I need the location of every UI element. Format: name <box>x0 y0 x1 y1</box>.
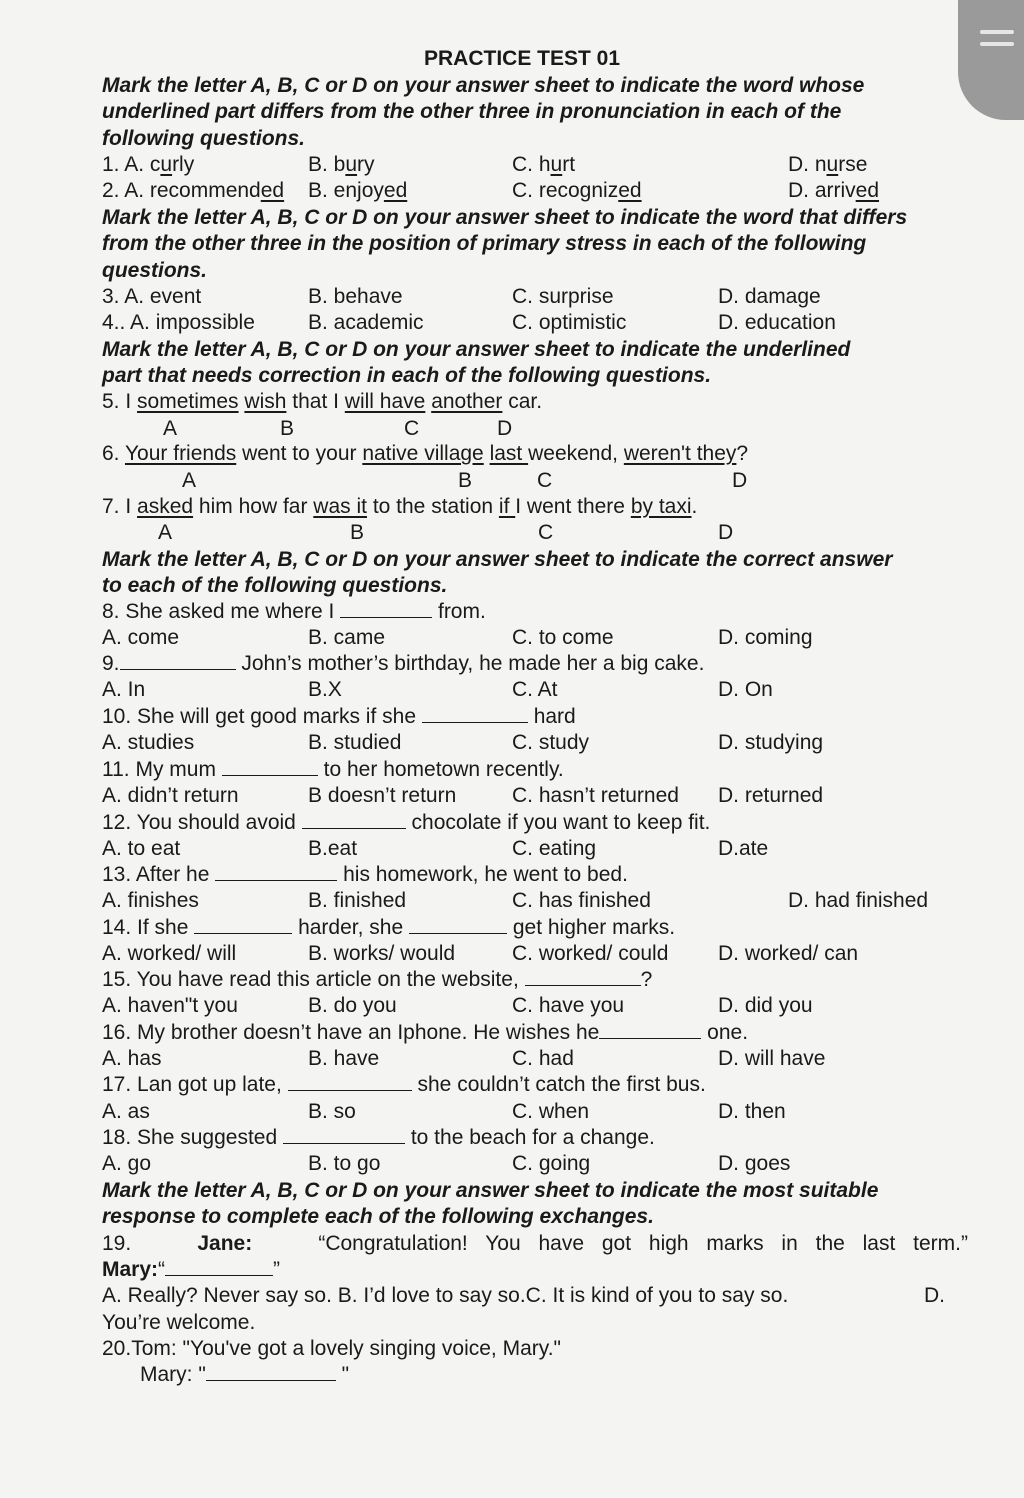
q15-option-b: B. do you <box>308 994 397 1017</box>
q18-option-b: B. to go <box>308 1152 381 1175</box>
tab-grip-line <box>980 42 1014 46</box>
answer-blank <box>194 915 292 934</box>
answer-blank <box>206 1362 336 1381</box>
q4-option-d: D. education <box>718 311 836 334</box>
q11-option-d: D. returned <box>718 784 824 807</box>
q12-option-c: C. eating <box>512 837 597 860</box>
q8-option-b: B. came <box>308 626 386 649</box>
page-scroll-tab[interactable] <box>958 0 1024 120</box>
q10-stem: 10. She will get good marks if she hard <box>102 705 576 728</box>
q13-option-b: B. finished <box>308 889 407 912</box>
instruction-line: Mark the letter A, B, C or D on your answer sheet to indicate the word whose <box>102 74 865 97</box>
q15-option-a: A. haven"t you <box>102 994 238 1017</box>
instruction-line: Mark the letter A, B, C or D on your answer sheet to indicate the word that differs <box>102 206 908 229</box>
q3-option-d: D. damage <box>718 285 821 308</box>
q19-option-d: You’re welcome. <box>102 1311 256 1334</box>
q4-option-a: 4.. A. impossible <box>102 311 255 334</box>
q2-option-c: C. recognized <box>512 179 642 202</box>
q5-label-d: D <box>497 417 513 440</box>
q12-option-d: D.ate <box>718 837 769 860</box>
q10-option-a: A. studies <box>102 731 195 754</box>
q10-option-c: C. study <box>512 731 590 754</box>
page-title: PRACTICE TEST 01 <box>424 47 621 70</box>
instruction-line: part that needs correction in each of the following questions. <box>102 364 712 387</box>
q18-stem: 18. She suggested to the beach for a change. <box>102 1126 655 1149</box>
q14-option-d: D. worked/ can <box>718 942 859 965</box>
q15-stem: 15. You have read this article on the website, ? <box>102 968 653 991</box>
q3-option-b: B. behave <box>308 285 403 308</box>
answer-blank <box>525 967 641 986</box>
q9-stem: 9. John’s mother’s birthday, he made her a big cake. <box>102 652 705 675</box>
answer-blank <box>302 810 406 829</box>
answer-blank <box>340 599 432 618</box>
q13-option-d: D. had finished <box>788 889 929 912</box>
q6-label-a: A <box>182 469 197 492</box>
q16-option-d: D. will have <box>718 1047 826 1070</box>
q12-stem: 12. You should avoid chocolate if you want to keep fit. <box>102 811 711 834</box>
q6-label-d: D <box>732 469 748 492</box>
q3-option-c: C. surprise <box>512 285 614 308</box>
answer-blank <box>283 1125 405 1144</box>
q7-label-b: B <box>350 521 365 544</box>
q15-option-c: C. have you <box>512 994 625 1017</box>
q5-label-b: B <box>280 417 295 440</box>
q5-label-c: C <box>404 417 420 440</box>
answer-blank <box>599 1020 701 1039</box>
q19-option-d-letter: D. <box>924 1284 945 1307</box>
q2-option-b: B. enjoyed <box>308 179 408 202</box>
q19-options: A. Really? Never say so. B. I’d love to say so.C. It is kind of you to say so. <box>102 1284 789 1307</box>
q17-stem: 17. Lan got up late, she couldn’t catch the first bus. <box>102 1073 706 1096</box>
tab-grip-line <box>980 30 1014 34</box>
q9-option-d: D. On <box>718 678 773 701</box>
answer-blank <box>165 1257 273 1276</box>
q18-option-d: D. goes <box>718 1152 791 1175</box>
q15-option-d: D. did you <box>718 994 813 1017</box>
q17-option-d: D. then <box>718 1100 786 1123</box>
q13-stem: 13. After he his homework, he went to bed. <box>102 863 628 886</box>
answer-blank <box>422 704 528 723</box>
q13-option-a: A. finishes <box>102 889 199 912</box>
answer-blank <box>215 862 337 881</box>
q13-option-c: C. has finished <box>512 889 651 912</box>
q1-option-a: 1. A. curly <box>102 153 195 176</box>
q16-option-c: C. had <box>512 1047 574 1070</box>
q9-option-c: C. At <box>512 678 558 701</box>
q10-option-b: B. studied <box>308 731 402 754</box>
answer-blank <box>288 1072 412 1091</box>
answer-blank <box>222 757 318 776</box>
q19-prompt: 19. Jane: “Congratulation! You have got high marks in the last term.” <box>102 1232 968 1255</box>
q11-stem: 11. My mum to her hometown recently. <box>102 758 564 781</box>
q5-sentence: 5. I sometimes wish that I will have another car. <box>102 390 543 413</box>
answer-blank <box>409 915 507 934</box>
q18-option-c: C. going <box>512 1152 591 1175</box>
q7-label-a: A <box>158 521 173 544</box>
q1-option-d: D. nurse <box>788 153 868 176</box>
q7-label-d: D <box>718 521 734 544</box>
answer-blank <box>120 651 236 670</box>
q16-option-b: B. have <box>308 1047 380 1070</box>
q3-option-a: 3. A. event <box>102 285 202 308</box>
q17-option-b: B. so <box>308 1100 356 1123</box>
q10-option-d: D. studying <box>718 731 824 754</box>
q8-option-c: C. to come <box>512 626 614 649</box>
instruction-line: questions. <box>102 259 208 282</box>
q1-option-c: C. hurt <box>512 153 576 176</box>
q11-option-c: C. hasn’t returned <box>512 784 679 807</box>
q11-option-b: B doesn’t return <box>308 784 457 807</box>
q12-option-a: A. to eat <box>102 837 181 860</box>
instruction-line: following questions. <box>102 127 305 150</box>
q6-sentence: 6. Your friends went to your native village last weekend, weren't they? <box>102 442 749 465</box>
q2-option-d: D. arrived <box>788 179 880 202</box>
q6-label-c: C <box>537 469 553 492</box>
q17-option-a: A. as <box>102 1100 150 1123</box>
q9-option-b: B.X <box>308 678 342 701</box>
q16-stem: 16. My brother doesn’t have an Iphone. He wishes he one. <box>102 1021 749 1044</box>
q1-option-b: B. bury <box>308 153 375 176</box>
q14-option-c: C. worked/ could <box>512 942 669 965</box>
instruction-line: Mark the letter A, B, C or D on your answer sheet to indicate the most suitable <box>102 1179 879 1202</box>
q18-option-a: A. go <box>102 1152 152 1175</box>
q8-stem: 8. She asked me where I from. <box>102 600 486 623</box>
q7-sentence: 7. I asked him how far was it to the station if I went there by taxi. <box>102 495 698 518</box>
q14-option-b: B. works/ would <box>308 942 456 965</box>
q7-label-c: C <box>538 521 554 544</box>
instruction-line: Mark the letter A, B, C or D on your answer sheet to indicate the underlined <box>102 338 851 361</box>
q16-option-a: A. has <box>102 1047 162 1070</box>
instruction-line: from the other three in the position of primary stress in each of the following <box>102 232 867 255</box>
q14-stem: 14. If she harder, she get higher marks. <box>102 916 676 939</box>
q12-option-b: B.eat <box>308 837 358 860</box>
q2-option-a: 2. A. recommended <box>102 179 285 202</box>
q19-response-line: Mary:“ ” <box>102 1258 281 1281</box>
q20-response-line: Mary: " " <box>140 1363 350 1386</box>
q17-option-c: C. when <box>512 1100 590 1123</box>
instruction-line: response to complete each of the following exchanges. <box>102 1205 654 1228</box>
q20-prompt: 20.Tom: "You've got a lovely singing voice, Mary." <box>102 1337 561 1360</box>
instruction-line: to each of the following questions. <box>102 574 448 597</box>
q4-option-b: B. academic <box>308 311 424 334</box>
q14-option-a: A. worked/ will <box>102 942 237 965</box>
instruction-line: Mark the letter A, B, C or D on your answer sheet to indicate the correct answer <box>102 548 893 571</box>
q9-option-a: A. In <box>102 678 146 701</box>
instruction-line: underlined part differs from the other three in pronunciation in each of the <box>102 100 842 123</box>
q4-option-c: C. optimistic <box>512 311 627 334</box>
q8-option-a: A. come <box>102 626 180 649</box>
q5-label-a: A <box>163 417 178 440</box>
q6-label-b: B <box>458 469 473 492</box>
q11-option-a: A. didn’t return <box>102 784 239 807</box>
q8-option-d: D. coming <box>718 626 813 649</box>
